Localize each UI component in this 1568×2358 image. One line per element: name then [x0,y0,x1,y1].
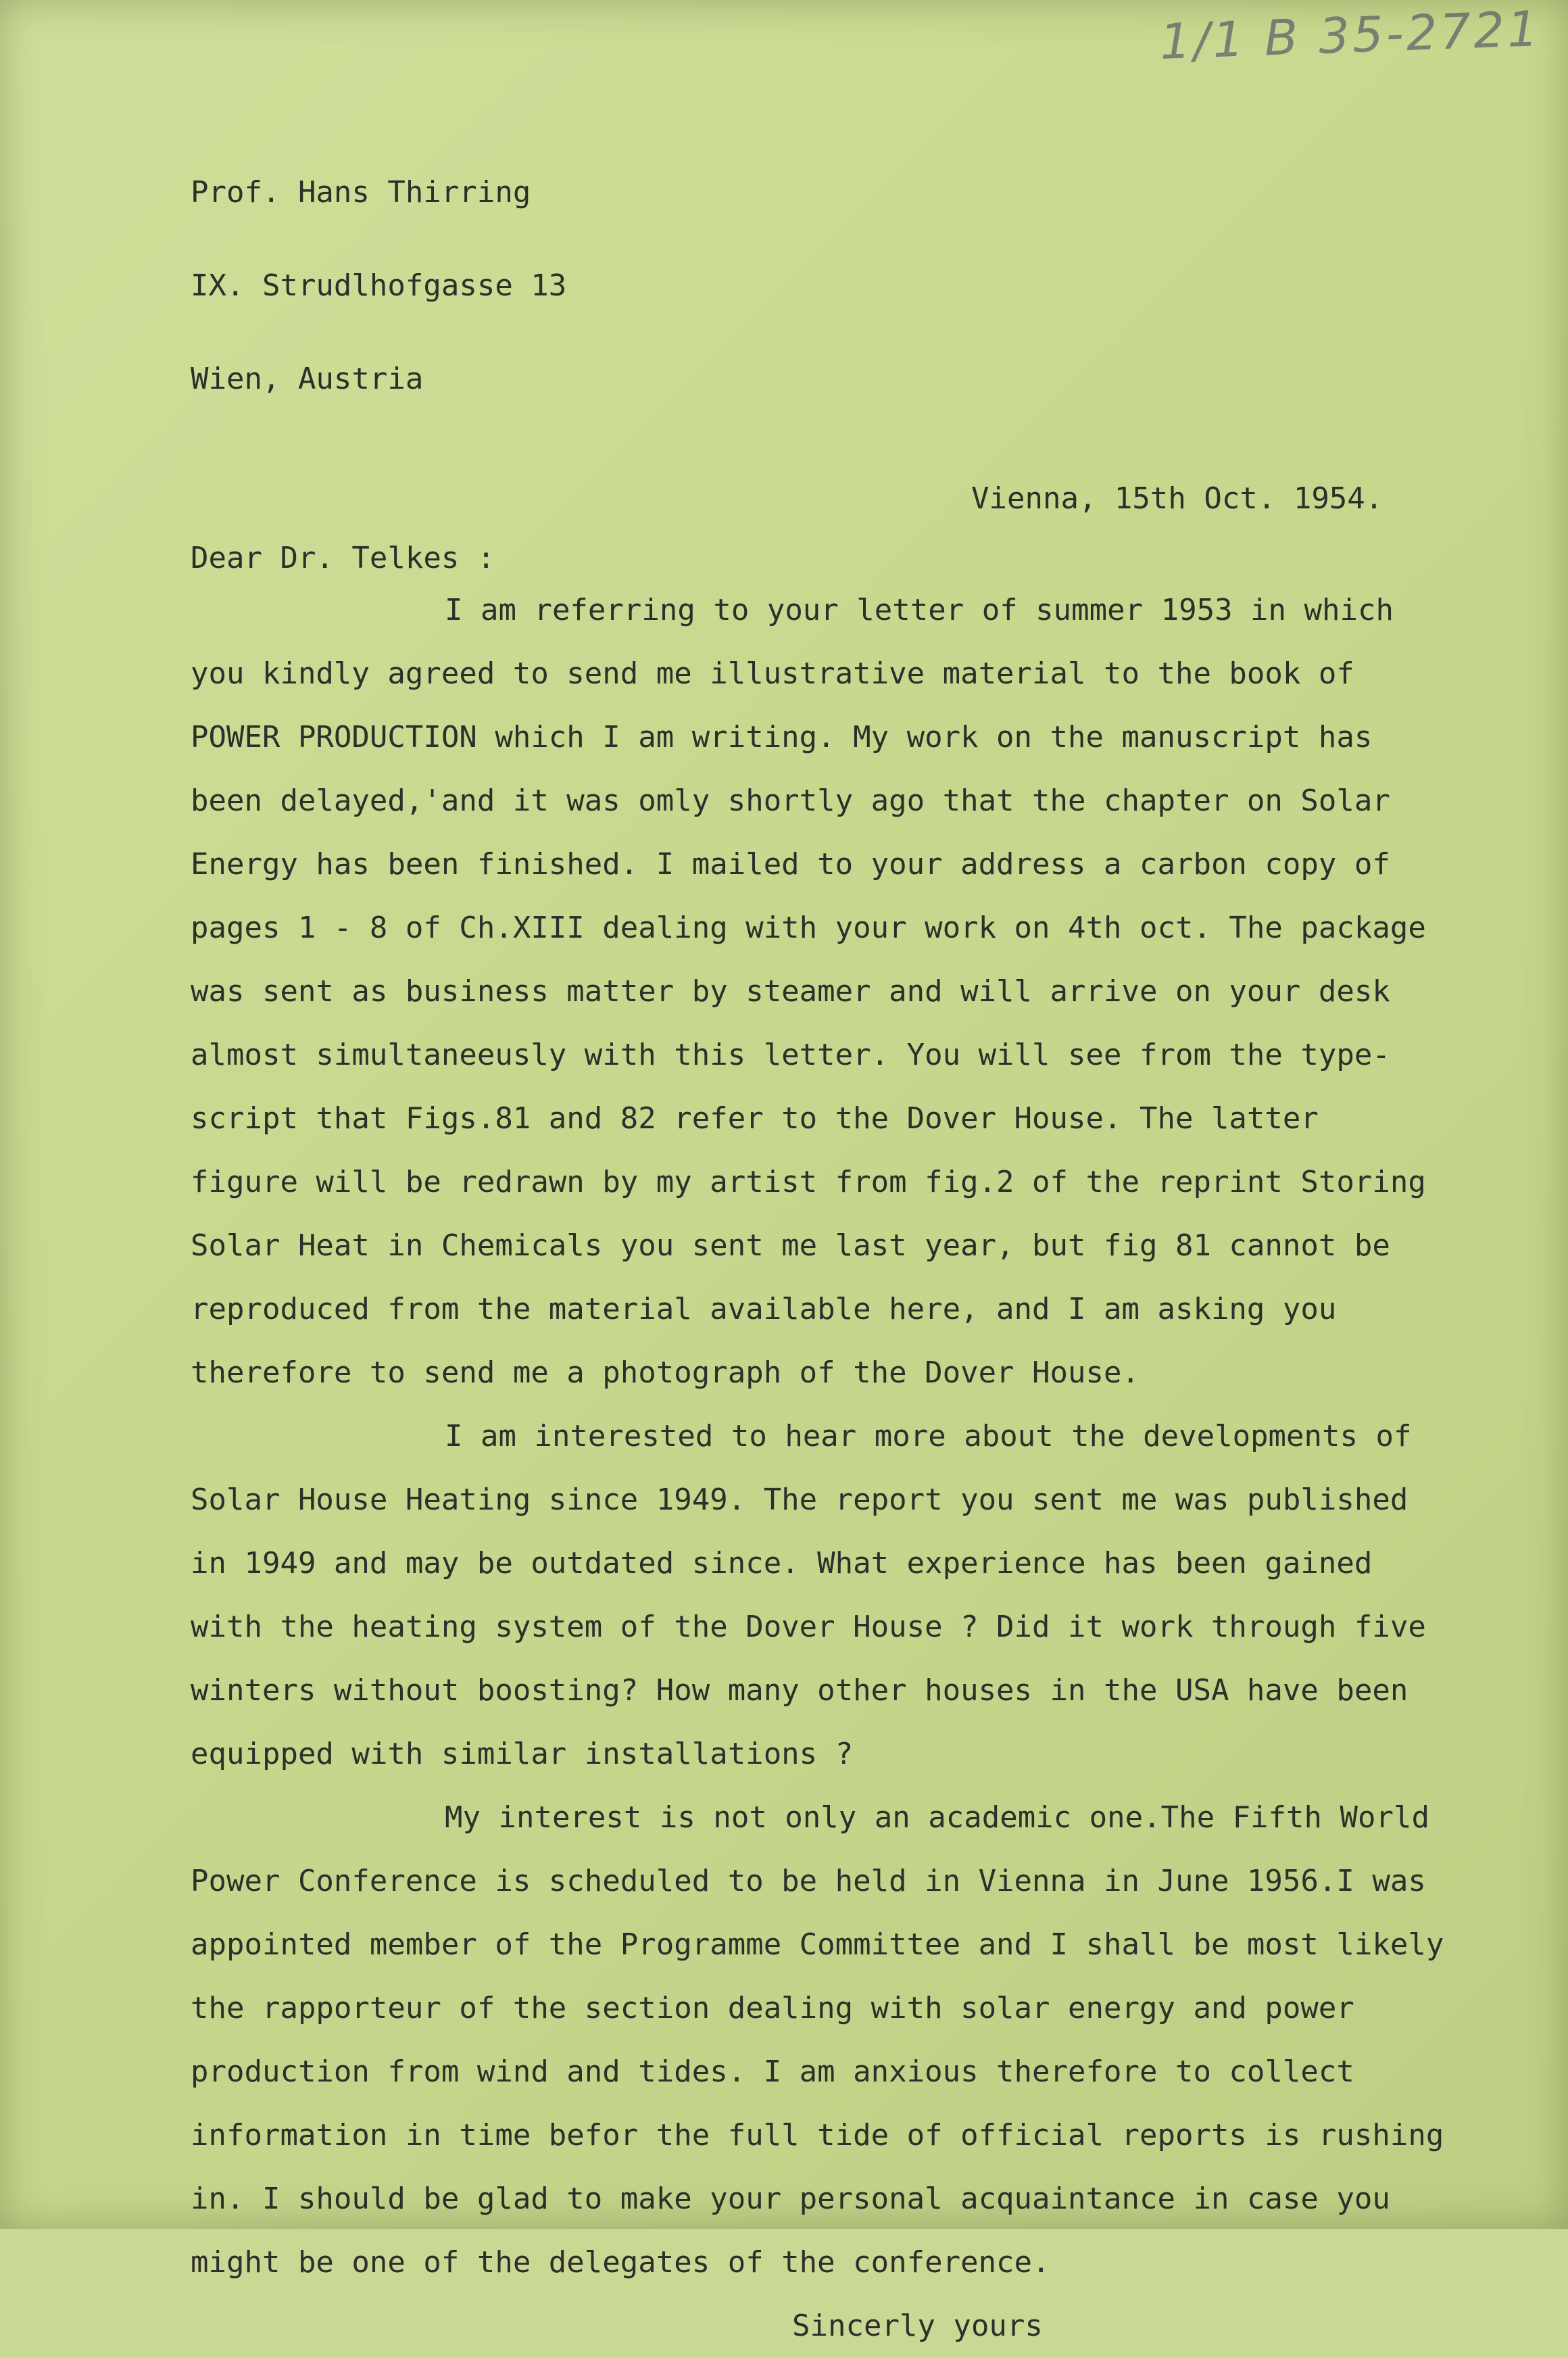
paragraph-line: might be one of the delegates of the conference. [191,2245,1050,2280]
paragraph-line: Solar House Heating since 1949. The report you sent me was published [191,1483,1408,1517]
paragraph-line: with the heating system of the Dover House ? Did it work through five [191,1610,1426,1644]
paragraph-line: was sent as business matter by steamer and will arrive on your desk [191,974,1390,1009]
paragraph-line: reproduced from the material available here, and I am asking you [191,1292,1337,1326]
paragraph-line: information in time befor the full tide of official reports is rushing [191,2118,1444,2152]
paragraph-line: in. I should be glad to make your personal acquaintance in case you [191,2182,1390,2216]
paragraph-line: Power Conference is scheduled to be held in Vienna in June 1956.I was [191,1864,1426,1898]
paragraph-line: I am referring to your letter of summer 1953 in which [445,593,1394,627]
paragraph-line: Solar Heat in Chemicals you sent me last year, but fig 81 cannot be [191,1228,1390,1263]
letter-paragraphs [191,579,1536,2294]
paragraph [191,1405,1536,1786]
paragraph-line: script that Figs.81 and 82 refer to the Dover House. The latter [191,1101,1319,1136]
paragraph-line: been delayed,'and it was omly shortly ago that the chapter on Solar [191,784,1390,818]
paragraph-line: POWER PRODUCTION which I am writing. My work on the manuscript has [191,720,1373,754]
paragraph-line: you kindly agreed to send me illustrative material to the book of [191,656,1354,691]
paragraph-line: I am interested to hear more about the developments of [445,1419,1412,1453]
paragraph-line: figure will be redrawn by my artist from fig.2 of the reprint Storing [191,1165,1426,1199]
paragraph [191,1786,1536,2294]
paragraph-line: My interest is not only an academic one.The Fifth World [445,1800,1429,1835]
paragraph-line: equipped with similar installations ? [191,1737,854,1771]
paragraph-line: in 1949 and may be outdated since. What experience has been gained [191,1546,1373,1581]
paragraph-line: Energy has been finished. I mailed to your address a carbon copy of [191,847,1390,882]
handwritten-archive-number: 1/1 B 35-2721 [1158,0,1542,70]
paragraph-line: the rapporteur of the section dealing with solar energy and power [191,1991,1354,2025]
paragraph-line: pages 1 - 8 of Ch.XIII dealing with your work on 4th oct. The package [191,911,1426,945]
sender-name: Prof. Hans Thirring [191,175,531,210]
letter-body [191,115,1536,2358]
closing: Sincerly yours [792,2309,1043,2343]
paragraph-line: therefore to send me a photograph of the Dover House. [191,1355,1140,1390]
paragraph [191,579,1536,1405]
sender-street: IX. Strudlhofgasse 13 [191,268,567,303]
paragraph-line: appointed member of the Programme Committee and I shall be most likely [191,1927,1444,1962]
paragraph-line: almost simultaneeusly with this letter. You will see from the type- [191,1038,1390,1072]
paragraph-line: production from wind and tides. I am anxious therefore to collect [191,2054,1354,2089]
salutation: Dear Dr. Telkes : [191,541,495,575]
paragraph-line: winters without boosting? How many other houses in the USA have been [191,1673,1408,1708]
sender-city: Wien, Austria [191,362,424,396]
sender-address [191,115,1536,457]
letter-date: Vienna, 15th Oct. 1954. [971,481,1383,516]
